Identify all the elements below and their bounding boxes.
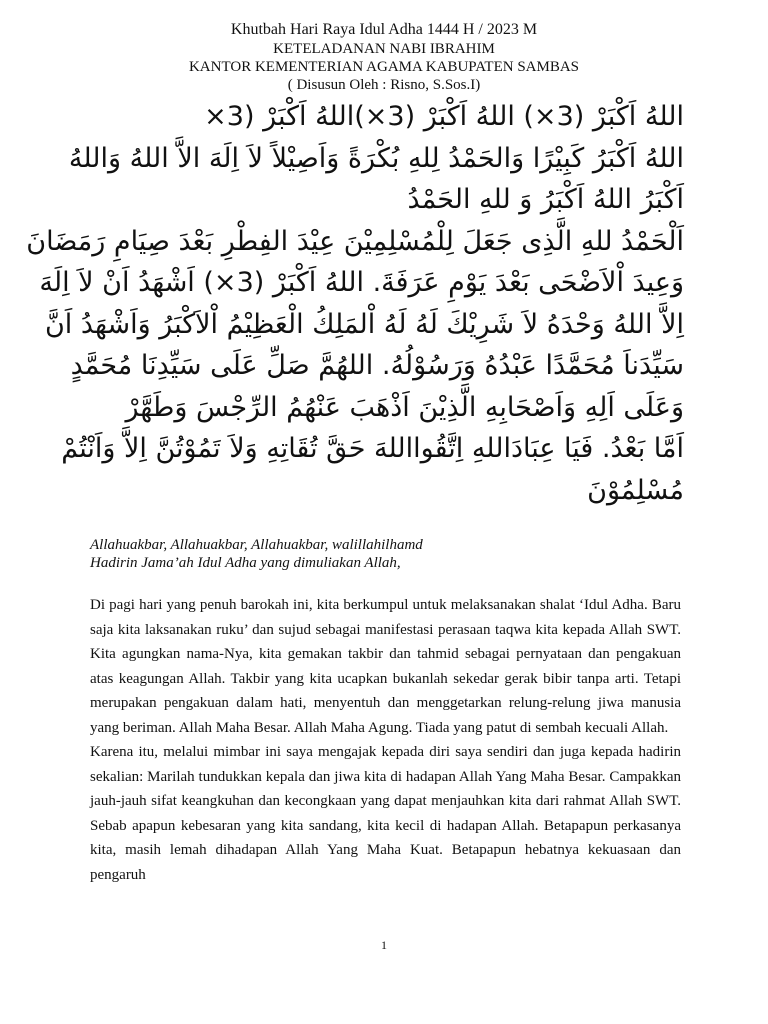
takbir-greeting: Allahuakbar, Allahuakbar, Allahuakbar, walillahilhamd: [90, 537, 423, 553]
sermon-body: [90, 593, 681, 887]
arabic-opening-text: [26, 96, 684, 511]
sermon-title: Khutbah Hari Raya Idul Adha 1444 H / 2023 M: [230, 21, 538, 38]
arabic-line: اللهُ اَكْبَرُ كَبِيْرًا وَالحَمْدُ لِلهِ بُكْرَةً وَاَصِيْلاً لاَ اِلَهَ الاَّ اللهُ وَاللهُ: [68, 142, 684, 174]
arabic-line: اَكْبَرُ اللهُ اَكْبَرُ وَ للهِ الحَمْدُ: [407, 184, 684, 215]
document-header: [84, 20, 684, 94]
arabic-line: اِلاَّ اللهُ وَحْدَهُ لاَ شَرِيْكَ لَهُ لَهُ اْلمَلِكُ الْعَظِيْمُ اْلاَكْبَرُ وَاَشْهَدُ اَنَّ: [44, 308, 684, 340]
arabic-line: اللهُ اَكْبَرْ (3×) اللهُ اَكْبَرْ (3×)اللهُ اَكْبَرْ (3×: [204, 101, 684, 132]
page-number: 1: [381, 938, 387, 952]
arabic-line: وَعِيدَ اْلاَضْحَى بَعْدَ يَوْمِ عَرَفَةَ. اللهُ اَكْبَرْ (3×) اَشْهَدُ اَنْ لاَ اِلَهَ: [39, 267, 684, 298]
audience-greeting: Hadirin Jama’ah Idul Adha yang dimuliakan Allah,: [90, 555, 401, 571]
institution-name: KANTOR KEMENTERIAN AGAMA KABUPATEN SAMBAS: [188, 59, 580, 75]
greeting-block: [90, 536, 690, 572]
body-paragraph: Karena itu, melalui mimbar ini saya mengajak kepada diri saya sendiri dan juga kepada hadirin sekalian: Marilah tundukkan kepala dan jiwa kita di hadapan Allah Yang Maha Besar. Campakkan jauh-jauh sifat keangkuhan dan kecongkaan yang dapat menjauhkan kita dari rahmat Allah SWT. Sebab apapun kebesaran yang kita sandang, kita kecil di hadapan Allah. Betapapun perkasanya kita, masih lemah dihadapan Allah Yang Maha Kuat. Betapapun hebatnya kekuasaan dan pengaruh: [90, 744, 681, 883]
body-paragraph: Di pagi hari yang penuh barokah ini, kita berkumpul untuk melaksanakan shalat ‘Idul Adha. Baru saja kita laksanakan ruku’ dan sujud sebagai manifestasi perasaan taqwa kita kepada Allah SWT. Kita agungkan nama-Nya, kita gemakan takbir dan tahmid sebagai pernyataan dan pengakuan atas keagungan Allah. Takbir yang kita ucapkan bukanlah sekedar gerak bibir tanpa arti. Tetapi merupakan pengakuan dalam hati, menyentuh dan menggetarkan relung-relung jiwa manusia yang beriman. Allah Maha Besar. Allah Maha Agung. Tiada yang patut di sembah kecuali Allah.: [90, 597, 681, 736]
arabic-line: اَمَّا بَعْدُ. فَيَا عِبَادَاللهِ اِتَّقُوااللهَ حَقَّ تُقَاتِهِ وَلاَ تَمُوْتُنَّ اِلاَّ وَاَنْتُمْ: [61, 433, 684, 464]
sermon-theme: KETELADANAN NABI IBRAHIM: [273, 41, 495, 57]
arabic-line: اَلْحَمْدُ للهِ الَّذِى جَعَلَ لِلْمُسْلِمِيْنَ عِيْدَ الفِطْرِ بَعْدَ صِيَامِ رَمَضَانَ: [26, 225, 684, 257]
arabic-line: سَيِّدَناَ مُحَمَّدًا عَبْدُهُ وَرَسُوْلُهُ. اللهُمَّ صَلِّ عَلَى سَيِّدِنَا مُحَمَّدٍ: [70, 350, 684, 381]
arabic-line: مُسْلِمُوْنَ: [587, 474, 684, 506]
author-credit: ( Disusun Oleh : Risno, S.Sos.I): [287, 77, 481, 93]
arabic-line: وَعَلَى اَلِهِ وَاَصْحَابِهِ الَّذِيْنَ اَذْهَبَ عَنْهُمُ الرِّجْسَ وَطَهَّرْ: [125, 391, 684, 423]
